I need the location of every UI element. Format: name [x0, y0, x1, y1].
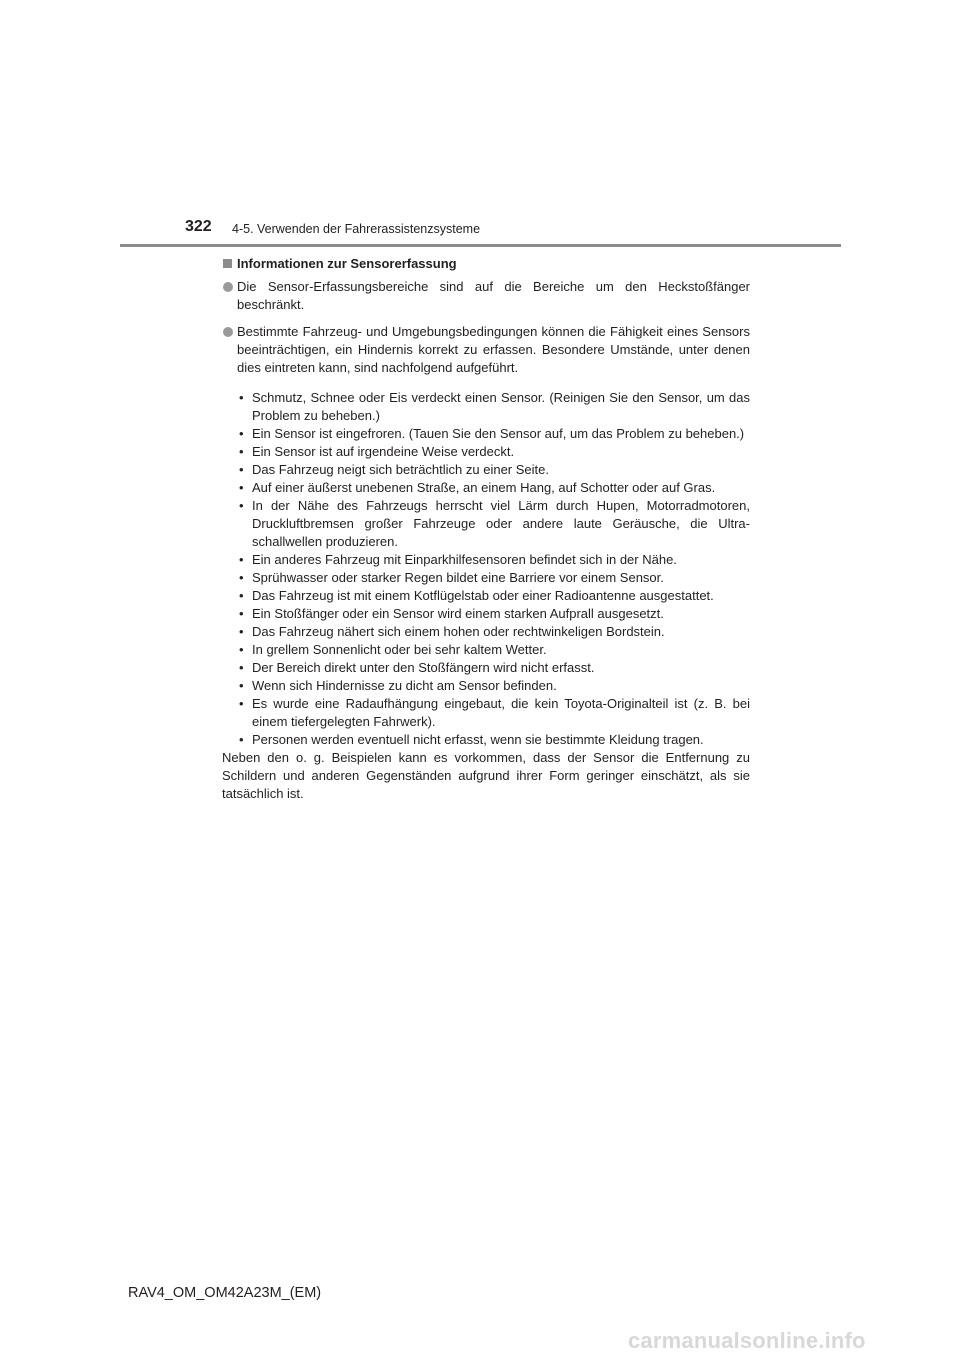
list-item	[222, 605, 750, 623]
condition-list	[222, 386, 750, 749]
list-item-text: Ein Sensor ist auf irgendeine Weise verdeckt.	[252, 444, 515, 459]
bullet-icon: •	[239, 678, 244, 693]
list-item-text: In grellem Sonnenlicht oder bei sehr kaltem Wetter.	[252, 642, 547, 657]
list-item	[222, 677, 750, 695]
bullet-icon: •	[239, 642, 244, 657]
list-item	[222, 623, 750, 641]
info-point-text: Bestimmte Fahrzeug- und Umgebungsbedingungen können die Fähigkeit eines Sensors beeinträchtigen, ein Hindernis korrekt zu erfassen. Besondere Umstände, unter denen dies eintreten kann, sind nachfolgend aufgeführt.	[237, 324, 750, 375]
bullet-icon: •	[239, 498, 244, 513]
closing-paragraph: Neben den o. g. Beispielen kann es vorkommen, dass der Sensor die Entfernung zu Schildern und anderen Gegenständen aufgrund ihrer Form geringer einschätzt, als sie tatsächlich ist.	[222, 750, 750, 801]
list-item-text: Wenn sich Hindernisse zu dicht am Sensor befinden.	[252, 678, 557, 693]
bullet-icon: •	[239, 390, 244, 405]
bullet-icon: •	[239, 624, 244, 639]
section-heading-text: Informationen zur Sensorerfassung	[237, 256, 457, 271]
list-item-text: Es wurde eine Radaufhängung eingebaut, die kein Toyota-Originalteil ist (z. B. bei einem tiefergelegten Fahrwerk).	[252, 696, 750, 729]
list-item-text: Ein Sensor ist eingefroren. (Tauen Sie den Sensor auf, um das Problem zu beheben.)	[252, 426, 745, 441]
list-item	[222, 695, 750, 731]
list-item	[222, 641, 750, 659]
bullet-icon: •	[239, 480, 244, 495]
list-item-text: Das Fahrzeug ist mit einem Kotflügelstab oder einer Radioantenne ausgestattet.	[252, 588, 714, 603]
bullet-icon: •	[239, 444, 244, 459]
list-item-text: Das Fahrzeug neigt sich beträchtlich zu einer Seite.	[252, 462, 549, 477]
header-rule	[120, 244, 841, 247]
info-point	[222, 323, 750, 377]
section-title: 4-5. Verwenden der Fahrerassistenzsysteme	[232, 222, 481, 236]
list-item-text: In der Nähe des Fahrzeugs herrscht viel Lärm durch Hupen, Motorradmotoren, Druckluftbremsen großer Fahrzeuge oder andere laute Geräusche, die Ultraschallwellen produzieren.	[252, 498, 750, 549]
list-item-text: Schmutz, Schnee oder Eis verdeckt einen Sensor. (Reinigen Sie den Sensor, um das Problem zu beheben.)	[252, 390, 750, 423]
list-item	[222, 461, 750, 479]
list-item	[222, 569, 750, 587]
list-item	[222, 731, 750, 749]
bullet-icon: •	[239, 462, 244, 477]
list-item	[222, 659, 750, 677]
info-point	[222, 278, 750, 314]
list-item-text: Auf einer äußerst unebenen Straße, an einem Hang, auf Schotter oder auf Gras.	[252, 480, 716, 495]
list-item-text: Ein anderes Fahrzeug mit Einparkhilfesensoren befindet sich in der Nähe.	[252, 552, 677, 567]
circle-bullet-icon	[223, 282, 233, 292]
list-item	[222, 587, 750, 605]
page-number: 322	[185, 218, 212, 235]
list-item-text: Ein Stoßfänger oder ein Sensor wird einem starken Aufprall ausgesetzt.	[252, 606, 664, 621]
list-item	[222, 551, 750, 569]
square-bullet-icon	[223, 259, 232, 268]
bullet-icon: •	[239, 426, 244, 441]
circle-bullet-icon	[223, 327, 233, 337]
bullet-icon: •	[239, 570, 244, 585]
list-item	[222, 425, 750, 443]
list-item-text: Das Fahrzeug nähert sich einem hohen oder rechtwinkeligen Bordstein.	[252, 624, 665, 639]
section-heading	[222, 255, 750, 273]
list-item	[222, 479, 750, 497]
bullet-icon: •	[239, 606, 244, 621]
bullet-icon: •	[239, 696, 244, 711]
list-item	[222, 497, 750, 551]
bullet-icon: •	[239, 588, 244, 603]
bullet-icon: •	[239, 660, 244, 675]
document-code: RAV4_OM_OM42A23M_(EM)	[128, 1285, 322, 1301]
main-content	[222, 255, 750, 803]
list-item	[222, 443, 750, 461]
list-item-text: Sprühwasser oder starker Regen bildet eine Barriere vor einem Sensor.	[252, 570, 664, 585]
list-item-text: Der Bereich direkt unter den Stoßfängern wird nicht erfasst.	[252, 660, 595, 675]
bullet-icon: •	[239, 552, 244, 567]
bullet-icon: •	[239, 732, 244, 747]
info-point-text: Die Sensor-Erfassungsbereiche sind auf die Bereiche um den Heckstoßfänger beschränkt.	[237, 279, 750, 312]
list-item-text: Personen werden eventuell nicht erfasst, wenn sie bestimmte Kleidung tragen.	[252, 732, 704, 747]
watermark: carmanualsonline.info	[628, 1328, 866, 1353]
list-item	[222, 389, 750, 425]
